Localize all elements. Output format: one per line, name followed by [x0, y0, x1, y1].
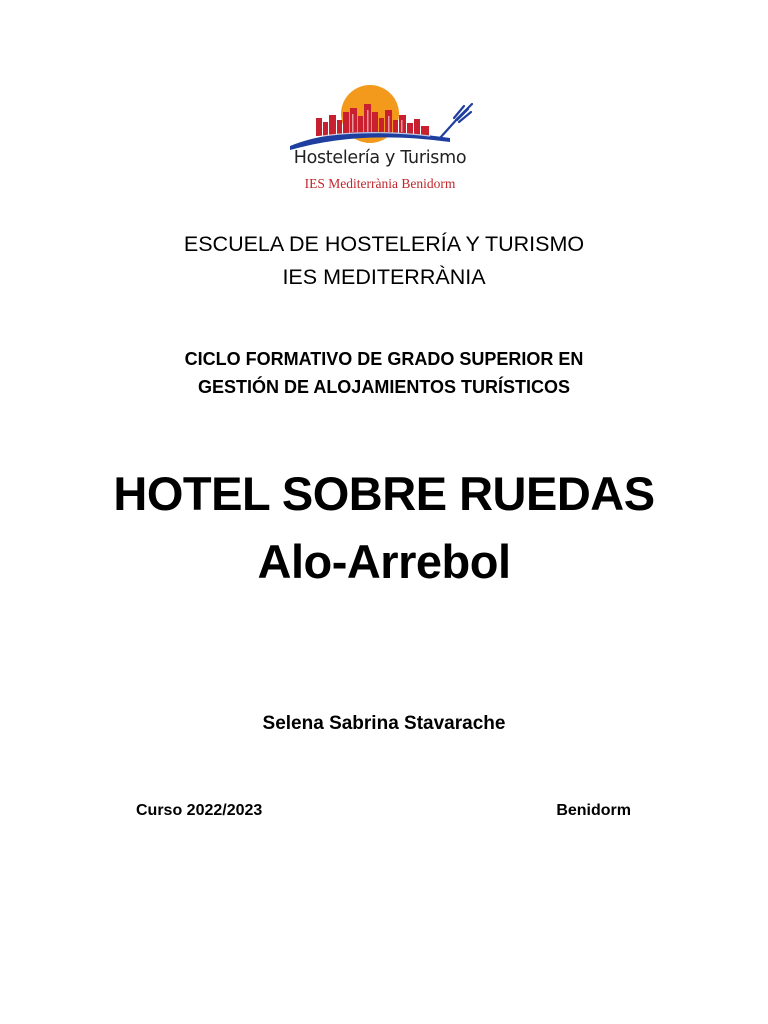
school-line-1: ESCUELA DE HOSTELERÍA Y TURISMO: [183, 232, 585, 256]
title-line-1: HOTEL SOBRE RUEDAS: [113, 467, 655, 520]
cycle-line-2: GESTIÓN DE ALOJAMIENTOS TURÍSTICOS: [197, 377, 571, 397]
title-line-2: Alo-Arrebol: [257, 535, 511, 588]
location: Benidorm: [556, 802, 631, 819]
logo-emblem-icon: [280, 82, 480, 152]
logo-subtitle: IES Mediterrània Benidorm: [304, 176, 456, 191]
cycle-heading: [0, 345, 768, 401]
course-year: Curso 2022/2023: [136, 802, 263, 819]
document-title: [0, 460, 768, 596]
school-logo: [280, 82, 480, 198]
school-line-2: IES MEDITERRÀNIA: [282, 265, 486, 289]
author-name: Selena Sabrina Stavarache: [262, 713, 506, 734]
cycle-line-1: CICLO FORMATIVO DE GRADO SUPERIOR EN: [184, 349, 584, 369]
school-heading: [0, 228, 768, 294]
logo-title: Hostelería y Turismo: [293, 148, 467, 168]
